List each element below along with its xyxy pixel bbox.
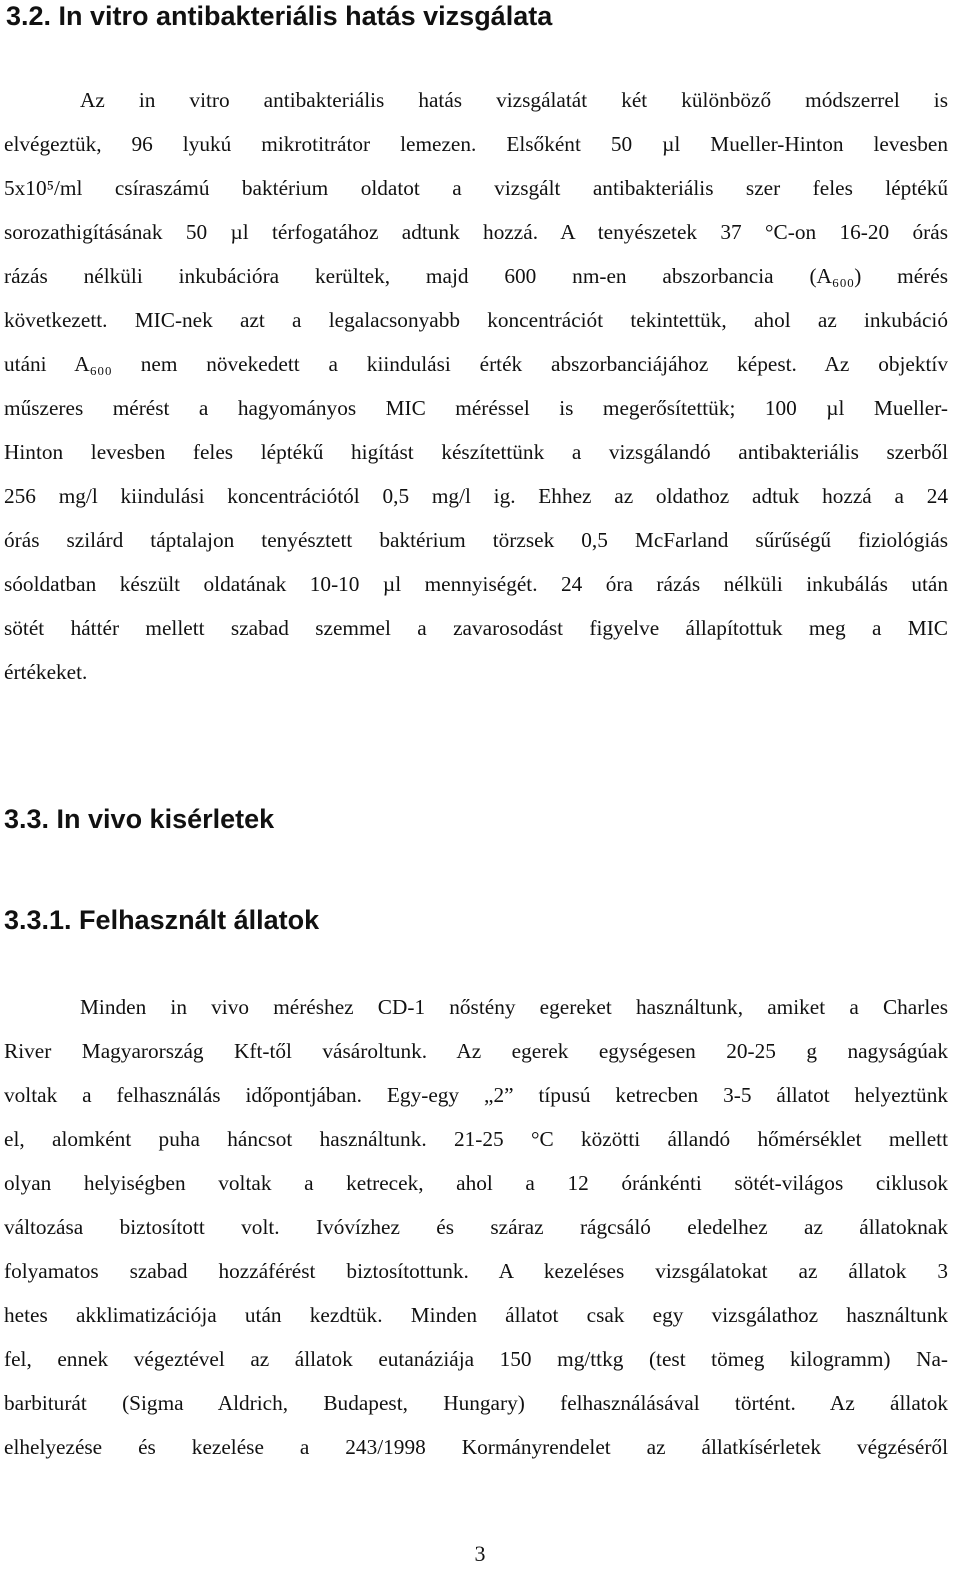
text-line: 5x10⁵/ml csíraszámú baktérium oldatot a vizsgált antibakteriális szer feles léptékű	[4, 176, 948, 200]
text-line: folyamatos szabad hozzáférést biztosítottunk. A kezeléses vizsgálatokat az állatok 3	[4, 1259, 948, 1283]
text-line: utáni A₆₀₀ nem növekedett a kiindulási érték abszorbanciájához képest. Az objektív	[4, 352, 948, 376]
text-line: sóoldatban készült oldatának 10-10 µl mennyiségét. 24 óra rázás nélküli inkubálás után	[4, 572, 948, 596]
section-heading-3-3-1: 3.3.1. Felhasznált állatok	[4, 905, 320, 935]
text-line: sorozathigításának 50 µl térfogatához adtunk hozzá. A tenyészetek 37 °C-on 16-20 órás	[4, 220, 948, 244]
text-line: hetes akklimatizációja után kezdtük. Minden állatot csak egy vizsgálathoz használtunk	[4, 1303, 948, 1327]
text-line: barbiturát (Sigma Aldrich, Budapest, Hungary) felhasználásával történt. Az állatok	[4, 1391, 948, 1415]
text-line: Hinton levesben feles léptékű higítást készítettünk a vizsgálandó antibakteriális szerből	[4, 440, 948, 464]
text-line: órás szilárd táptalajon tenyésztett baktérium törzsek 0,5 McFarland sűrűségű fiziológiás	[4, 528, 948, 552]
text-line: olyan helyiségben voltak a ketrecek, ahol a 12 óránkénti sötét-világos ciklusok	[4, 1171, 948, 1195]
section-heading-3-2: 3.2. In vitro antibakteriális hatás vizsgálata	[6, 1, 553, 31]
text-line: el, alomként puha háncsot használtunk. 21-25 °C közötti állandó hőmérséklet mellett	[4, 1127, 948, 1151]
text-line: Az in vitro antibakteriális hatás vizsgálatát két különböző módszerrel is	[80, 88, 948, 112]
text-line: voltak a felhasználás időpontjában. Egy-egy „2” típusú ketrecben 3-5 állatot helyeztünk	[4, 1083, 948, 1107]
text-line: értékeket.	[4, 660, 88, 684]
text-line: sötét háttér mellett szabad szemmel a zavarosodást figyelve állapítottuk meg a MIC	[4, 616, 948, 640]
text-line: rázás nélküli inkubációra kerültek, majd 600 nm-en abszorbancia (A₆₀₀) mérés	[4, 264, 948, 288]
section-heading-3-3: 3.3. In vivo kisérletek	[4, 804, 275, 834]
text-line: River Magyarország Kft-től vásároltunk. Az egerek egységesen 20-25 g nagyságúak	[4, 1039, 948, 1063]
paragraph-in-vitro	[4, 78, 948, 694]
text-line: Minden in vivo méréshez CD-1 nőstény egereket használtunk, amiket a Charles	[80, 995, 948, 1019]
text-line: elvégeztük, 96 lyukú mikrotitrátor lemezen. Elsőként 50 µl Mueller-Hinton levesben	[4, 132, 948, 156]
paragraph-animals	[4, 985, 948, 1469]
page-number: 3	[474, 1541, 486, 1566]
text-line: fel, ennek végeztével az állatok eutanáziája 150 mg/ttkg (test tömeg kilogramm) Na-	[4, 1347, 948, 1371]
text-line: változása biztosított volt. Ivóvízhez és száraz rágcsáló eledelhez az állatoknak	[4, 1215, 948, 1239]
text-line: elhelyezése és kezelése a 243/1998 Kormányrendelet az állatkísérletek végzéséről	[4, 1435, 948, 1459]
text-line: műszeres mérést a hagyományos MIC méréssel is megerősítettük; 100 µl Mueller-	[4, 396, 948, 420]
text-line: 256 mg/l kiindulási koncentrációtól 0,5 mg/l ig. Ehhez az oldathoz adtuk hozzá a 24	[4, 484, 948, 508]
text-line: következett. MIC-nek azt a legalacsonyabb koncentrációt tekintettük, ahol az inkubáció	[4, 308, 948, 332]
